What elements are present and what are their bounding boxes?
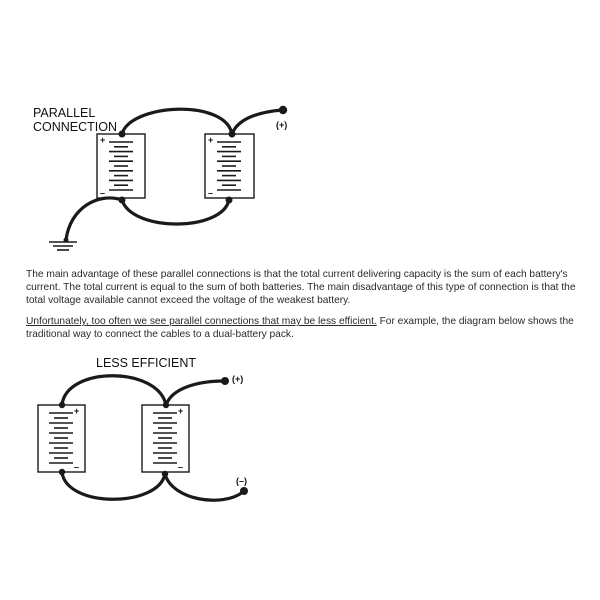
ground-cable [66, 198, 122, 240]
battery2-right-minus: – [178, 462, 184, 472]
ground-icon [49, 238, 77, 251]
battery2-left-plus: + [74, 406, 80, 416]
paragraph-less-efficient [26, 315, 586, 341]
positive-terminal [279, 106, 287, 114]
battery2-right [142, 405, 189, 472]
battery-right-plus: + [208, 135, 214, 145]
battery-right-minus: – [208, 188, 214, 198]
less-positive-output-cable [166, 381, 224, 405]
less-positive-terminal [221, 377, 229, 385]
negative-link-cable [122, 200, 229, 224]
diagram2-positive-label: (+) [232, 374, 244, 384]
less-positive-link-cable [62, 376, 166, 405]
positive-link-cable [122, 109, 232, 134]
battery-left-minus: – [100, 188, 106, 198]
diagram2-title: LESS EFFICIENT [96, 356, 197, 370]
paragraph-less-efficient-rest: For example, the diagram below shows the traditional way to connect the cables to a dual-battery pack. [26, 316, 574, 340]
paragraph-less-efficient-highlight: Unfortunately, too often we see parallel connections that may be less efficient. [26, 316, 377, 327]
diagram1-title-line2: CONNECTION [33, 120, 118, 134]
battery-left [97, 134, 145, 198]
diagram1-title-line1: PARALLEL [33, 106, 96, 120]
battery2-left-minus: – [74, 462, 80, 472]
diagram2-negative-label: (–) [236, 476, 247, 486]
positive-output-cable [232, 110, 282, 134]
less-negative-output-cable [165, 474, 243, 500]
parallel-connection-diagram [33, 106, 287, 250]
battery-right [205, 134, 254, 198]
battery-left-plus: + [100, 135, 106, 145]
battery2-right-plus: + [178, 406, 184, 416]
diagram1-positive-label: (+) [276, 120, 288, 130]
less-negative-terminal [240, 487, 248, 495]
less-negative-link-cable [62, 472, 165, 499]
less-efficient-diagram [38, 356, 248, 500]
battery2-left [38, 405, 85, 472]
paragraph-advantages: The main advantage of these parallel connections is that the total current delivering capacity is the sum of each battery's current. The total current is equal to the sum of both batteries. The main disadvantage of this type of connection is that the total voltage available cannot exceed the voltage of the weakest battery. [26, 269, 576, 306]
